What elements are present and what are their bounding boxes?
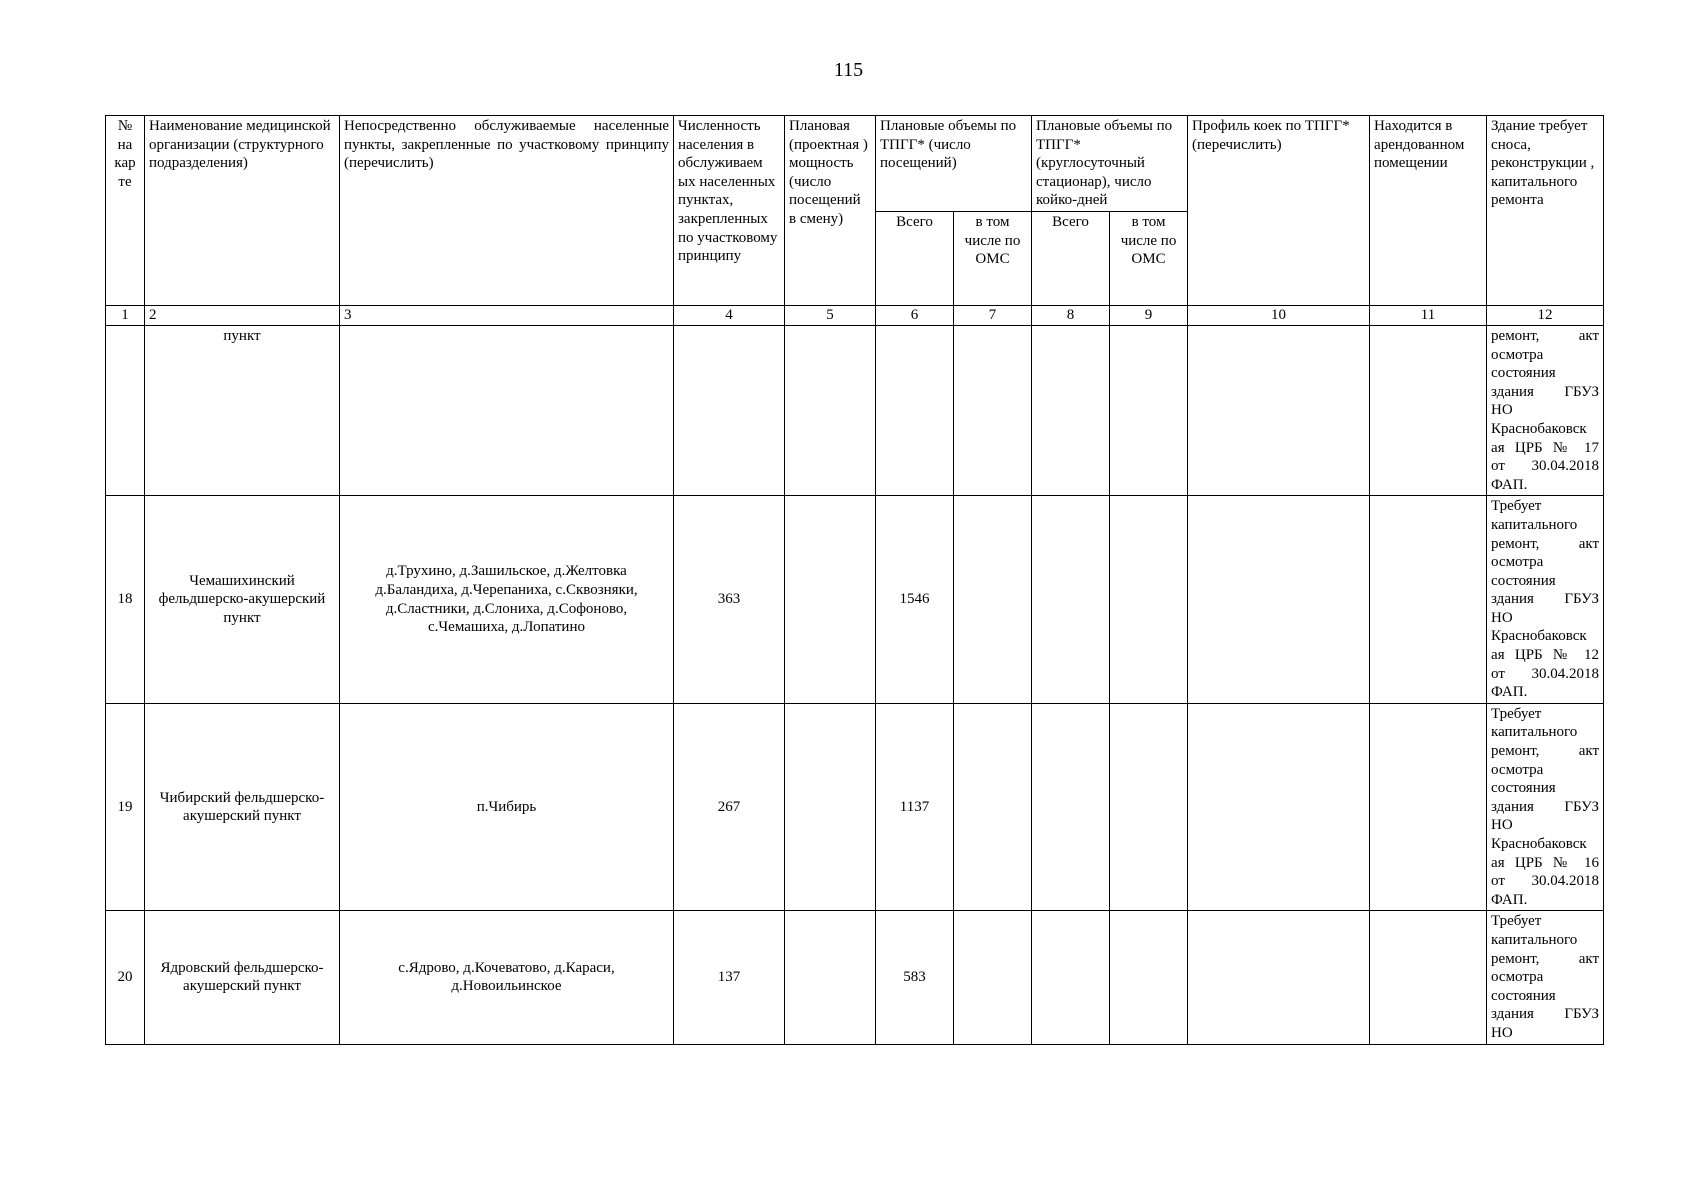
header-beds-oms: в том числе по ОМС <box>1110 211 1188 305</box>
cell-beds-oms <box>1110 496 1188 704</box>
cell-visits-total: 1546 <box>876 496 954 704</box>
cell-organization: Ядровский фельдшерско-акушерский пункт <box>145 911 340 1044</box>
cell-settlements: д.Трухино, д.Зашильское, д.Желтовка д.Баландиха, д.Черепаниха, с.Сквозняки, д.Сластники, д.Слониха, д.Софоново, с.Чемашиха, д.Лопатино <box>340 496 674 704</box>
cell-building-status: Требует капитального ремонт, акт осмотра состояния здания ГБУЗ НО Краснобаковск ая ЦРБ № 16 от 30.04.2018 ФАП. <box>1487 703 1604 911</box>
header-organization: Наименование медицинской организации (структурного подразделения) <box>145 116 340 306</box>
cell-visits-total: 1137 <box>876 703 954 911</box>
cell-capacity <box>785 911 876 1044</box>
column-number: 2 <box>145 305 340 325</box>
header-beds-total: Всего <box>1032 211 1110 305</box>
cell-beds-oms <box>1110 911 1188 1044</box>
column-number: 9 <box>1110 305 1188 325</box>
cell-bed-profile <box>1188 703 1370 911</box>
header-building: Здание требует сноса, реконструкции , капитального ремонта <box>1487 116 1604 306</box>
cell-number: 20 <box>106 911 145 1044</box>
column-number: 11 <box>1370 305 1487 325</box>
facilities-table <box>105 115 1604 1045</box>
cell-number: 19 <box>106 703 145 911</box>
cell-beds-oms <box>1110 325 1188 495</box>
header-beds-group: Плановые объемы по ТПГГ* (круглосуточный стационар), число койко-дней <box>1032 116 1188 212</box>
table-row <box>106 911 1604 1044</box>
cell-beds-oms <box>1110 703 1188 911</box>
column-number: 1 <box>106 305 145 325</box>
cell-capacity <box>785 496 876 704</box>
cell-number <box>106 325 145 495</box>
cell-population: 363 <box>674 496 785 704</box>
header-bed-profile: Профиль коек по ТПГГ* (перечислить) <box>1188 116 1370 306</box>
cell-visits-oms <box>954 496 1032 704</box>
cell-population <box>674 325 785 495</box>
cell-building-status: ремонт, акт осмотра состояния здания ГБУЗ НО Краснобаковск ая ЦРБ № 17 от 30.04.2018 ФАП. <box>1487 325 1604 495</box>
cell-capacity <box>785 325 876 495</box>
cell-beds-total <box>1032 496 1110 704</box>
column-number: 5 <box>785 305 876 325</box>
cell-visits-total <box>876 325 954 495</box>
cell-bed-profile <box>1188 911 1370 1044</box>
cell-building-status: Требует капитального ремонт, акт осмотра состояния здания ГБУЗ НО Краснобаковск ая ЦРБ № 12 от 30.04.2018 ФАП. <box>1487 496 1604 704</box>
cell-rented <box>1370 911 1487 1044</box>
cell-beds-total <box>1032 911 1110 1044</box>
column-number: 8 <box>1032 305 1110 325</box>
table-row <box>106 325 1604 495</box>
header-rented: Находится в арендованном помещении <box>1370 116 1487 306</box>
cell-settlements: с.Ядрово, д.Кочеватово, д.Караси, д.Новоильинское <box>340 911 674 1044</box>
header-number: № на кар те <box>106 116 145 306</box>
header-settlements: Непосредственно обслуживаемые населенные пункты, закрепленные по участковому принципу (перечислить) <box>340 116 674 306</box>
cell-visits-oms <box>954 325 1032 495</box>
cell-visits-oms <box>954 703 1032 911</box>
cell-capacity <box>785 703 876 911</box>
header-population: Численность населения в обслуживаем ых населенных пунктах, закрепленных по участковому принципу <box>674 116 785 306</box>
cell-visits-oms <box>954 911 1032 1044</box>
cell-building-status: Требует капитального ремонт, акт осмотра состояния здания ГБУЗ НО <box>1487 911 1604 1044</box>
header-visits-group: Плановые объемы по ТПГГ* (число посещений) <box>876 116 1032 212</box>
cell-bed-profile <box>1188 325 1370 495</box>
cell-organization: пункт <box>145 325 340 495</box>
cell-organization: Чибирский фельдшерско-акушерский пункт <box>145 703 340 911</box>
header-visits-oms: в том числе по ОМС <box>954 211 1032 305</box>
cell-population: 267 <box>674 703 785 911</box>
column-number: 4 <box>674 305 785 325</box>
cell-settlements: п.Чибирь <box>340 703 674 911</box>
cell-organization: Чемашихинский фельдшерско-акушерский пункт <box>145 496 340 704</box>
cell-number: 18 <box>106 496 145 704</box>
column-number: 3 <box>340 305 674 325</box>
column-number: 12 <box>1487 305 1604 325</box>
page-number: 115 <box>833 59 864 81</box>
table-row <box>106 703 1604 911</box>
column-number: 10 <box>1188 305 1370 325</box>
cell-rented <box>1370 325 1487 495</box>
cell-beds-total <box>1032 703 1110 911</box>
table-row <box>106 496 1604 704</box>
header-capacity: Плановая (проектная ) мощность (число посещений в смену) <box>785 116 876 306</box>
column-number: 7 <box>954 305 1032 325</box>
cell-bed-profile <box>1188 496 1370 704</box>
column-number: 6 <box>876 305 954 325</box>
cell-population: 137 <box>674 911 785 1044</box>
cell-rented <box>1370 496 1487 704</box>
cell-beds-total <box>1032 325 1110 495</box>
cell-settlements <box>340 325 674 495</box>
cell-visits-total: 583 <box>876 911 954 1044</box>
cell-rented <box>1370 703 1487 911</box>
header-visits-total: Всего <box>876 211 954 305</box>
